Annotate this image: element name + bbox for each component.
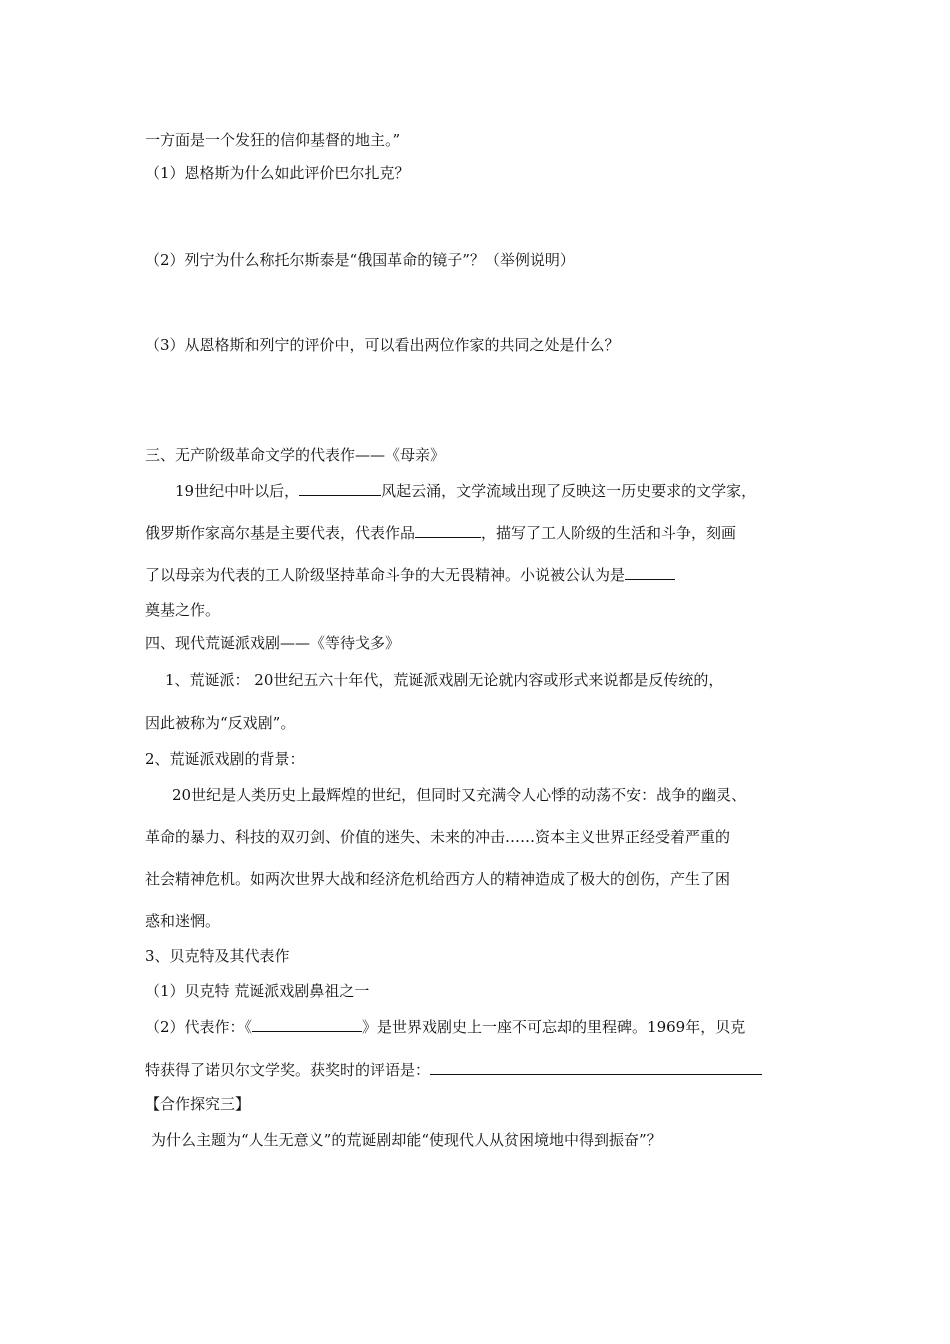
fill-blank[interactable]	[415, 523, 481, 538]
fill-blank[interactable]	[299, 481, 381, 496]
question-paragraph: 为什么主题为“人生无意义”的荒诞剧却能“使现代人从贫困境地中得到振奋”？	[151, 1131, 662, 1149]
fill-blank[interactable]	[252, 1017, 362, 1032]
paragraph-line: 因此被称为“反戏剧”。	[145, 714, 296, 732]
text-segment: 风起云涌，文学流域出现了反映这一历史要求的文学家，	[381, 482, 757, 500]
paragraph-line: 1、荒诞派： 20世纪五六十年代，荒诞派戏剧无论就内容或形式来说都是反传统的，	[165, 671, 724, 689]
text-segment: 俄罗斯作家高尔基是主要代表，代表作品	[145, 524, 416, 542]
paragraph-line: 20世纪是人类历史上最辉煌的世纪，但同时又充满令人心悸的动荡不安：战争的幽灵、	[172, 786, 747, 804]
text-segment: （2）代表作：《	[145, 1018, 253, 1036]
subheading: 2、荒诞派戏剧的背景：	[145, 750, 305, 768]
text-segment: 19世纪中叶以后，	[175, 482, 300, 500]
paragraph-line: 社会精神危机。如两次世界大战和经济危机给西方人的精神造成了极大的创伤，产生了困	[145, 870, 731, 888]
paragraph-line	[145, 1060, 762, 1080]
question-2: （2）列宁为什么称托尔斯泰是“俄国革命的镜子”？（举例说明）	[145, 251, 575, 269]
paragraph-line	[145, 523, 736, 543]
section-5-title: 【合作探究三】	[145, 1095, 251, 1113]
paragraph-line: 革命的暴力、科技的双刃剑、价值的迷失、未来的冲击……资本主义世界正经受着严重的	[145, 828, 731, 846]
text-segment: 》是世界戏剧史上一座不可忘却的里程碑。1969年，贝克	[362, 1018, 746, 1036]
paragraph-line	[175, 481, 756, 501]
question-1: （1）恩格斯为什么如此评价巴尔扎克？	[145, 164, 410, 182]
paragraph-line: 奠基之作。	[145, 601, 221, 619]
text-segment: ，描写了工人阶级的生活和斗争，刻画	[481, 524, 737, 542]
paragraph-line: 惑和迷惘。	[145, 912, 221, 930]
section-3-title: 三、无产阶级革命文学的代表作——《母亲》	[145, 446, 446, 464]
section-4-title: 四、现代荒诞派戏剧——《等待戈多》	[145, 634, 401, 652]
text-segment: 特获得了诺贝尔文学奖。获奖时的评语是：	[145, 1061, 431, 1079]
text-segment: 了以母亲为代表的工人阶级坚持革命斗争的大无畏精神。小说被公认为是	[145, 566, 626, 584]
question-3: （3）从恩格斯和列宁的评价中，可以看出两位作家的共同之处是什么？	[145, 336, 620, 354]
paragraph-line	[145, 565, 675, 585]
paragraph-line: （1）贝克特 荒诞派戏剧鼻祖之一	[145, 982, 370, 1000]
fill-blank[interactable]	[430, 1060, 762, 1075]
text-line: 一方面是一个发狂的信仰基督的地主。”	[145, 131, 401, 149]
fill-blank[interactable]	[625, 565, 675, 580]
subheading: 3、贝克特及其代表作	[145, 947, 290, 965]
paragraph-line	[145, 1017, 745, 1037]
